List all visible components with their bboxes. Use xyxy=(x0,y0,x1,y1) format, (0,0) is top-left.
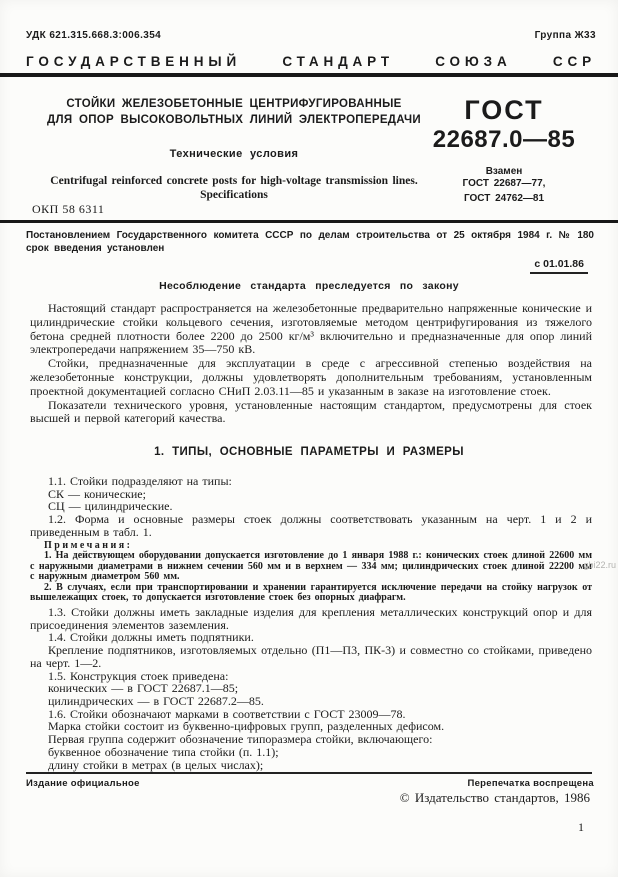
notes-block xyxy=(30,541,592,605)
clause-1-5-item-conical: конических — в ГОСТ 22687.1—85; xyxy=(48,681,239,696)
udk-code: УДК 621.315.668.3:006.354 xyxy=(26,30,162,41)
org-word-2: СТАНДАРТ xyxy=(282,54,394,69)
official-edition-label: Издание официальное xyxy=(26,778,140,789)
law-notice: Несоблюдение стандарта преследуется по закону xyxy=(159,280,459,292)
intro-paragraph-2: Стойки, предназначенные для эксплуатации в среде с агрессивной степенью воздействия на железобетонные конструкции, должны удовлетворять дополнительным требованиям, установленным проектной документацией согласно СНиП 2.03.11—85 и указанным в заказе на изготовление стоек. xyxy=(30,356,592,398)
reprint-notice-label: Перепечатка воспрещена xyxy=(467,778,594,789)
org-word-3: СОЮЗА xyxy=(435,54,512,69)
section-1-heading: 1. ТИПЫ, ОСНОВНЫЕ ПАРАМЕТРЫ И РАЗМЕРЫ xyxy=(154,446,464,458)
org-word-1: ГОСУДАРСТВЕННЫЙ xyxy=(26,54,242,69)
page-number: 1 xyxy=(578,820,584,834)
section-1-body xyxy=(30,475,592,771)
clause-1-5-item-cylindrical: цилиндрических — в ГОСТ 22687.2—85. xyxy=(48,694,264,708)
title-rule xyxy=(0,220,618,223)
group-code: Группа Ж33 xyxy=(534,30,596,41)
okp-code: ОКП 58 6311 xyxy=(32,202,105,216)
clause-1-2: 1.2. Форма и основные размеры стоек должны соответствовать указанным на черт. 1 и 2 и приведенным в табл. 1. xyxy=(30,512,592,539)
gost-label: ГОСТ xyxy=(464,95,544,125)
clause-1-4-continuation: Крепление подпятников, изготовляемых отдельно (П1—П3, ПК-3) и совместно со стойками, приведено на черт. 1—2. xyxy=(30,643,592,670)
clause-1-4: 1.4. Стойки должны иметь подпятники. xyxy=(48,630,254,645)
watermark-text: gbi22.ru xyxy=(583,560,616,570)
title-subtitle: Технические условия xyxy=(169,148,299,160)
clause-1-6-line-2: Марка стойки состоит из буквенно-цифровых групп, разделенных дефисом. xyxy=(48,719,445,734)
title-english-line-1: Centrifugal reinforced concrete posts for high-voltage transmission lines. xyxy=(50,175,418,187)
type-sc-line: СЦ — цилиндрические. xyxy=(48,499,173,514)
type-sk-line: СК — конические; xyxy=(48,486,146,501)
title-block xyxy=(38,96,430,202)
clause-1-5: 1.5. Конструкция стоек приведена: xyxy=(48,668,229,683)
clause-1-1: 1.1. Стойки подразделяют на типы: xyxy=(48,474,232,488)
title-line-1: СТОЙКИ ЖЕЛЕЗОБЕТОННЫЕ ЦЕНТРИФУГИРОВАННЫЕ xyxy=(66,98,402,110)
intro-paragraph-3: Показатели технического уровня, установленные настоящим стандартом, предусмотрены для стоек высшей и первой категорий качества. xyxy=(30,397,592,426)
clause-1-6-line-5: длину стойки в метрах (в целых числах); xyxy=(48,757,264,772)
gost-designation-block xyxy=(410,96,598,206)
clause-1-6-line-4: буквенное обозначение типа стойки (п. 1.1); xyxy=(48,744,279,759)
copyright-line: © Издательство стандартов, 1986 xyxy=(399,790,590,805)
clause-1-6: 1.6. Стойки обозначают марками в соответствии с ГОСТ 23009—78. xyxy=(48,706,406,721)
footer-rule xyxy=(26,772,592,774)
clause-1-6-line-3: Первая группа содержит обозначение типоразмера стойки, включающего: xyxy=(48,732,433,747)
org-word-4: ССР xyxy=(552,54,596,69)
replaces-standard-1: ГОСТ 22687—77, xyxy=(462,178,546,189)
clause-1-3: 1.3. Стойки должны иметь закладные изделия для крепления металлических конструкций опор и для присоединения элементов заземления. xyxy=(30,605,592,632)
gost-number: 22687.0—85 xyxy=(432,126,576,153)
title-english-line-2: Specifications xyxy=(200,189,268,201)
replaces-label: Взамен xyxy=(485,166,523,177)
intro-paragraph-1: Настоящий стандарт распространяется на железобетонные предварительно напряженные конические и цилиндрические стойки кольцевого сечения, изготовляемые методом центрифугирования из тяжелого бетона средней плотности более 2200 до 2500 кг/м³ включительно и предназначенные для опор линий электропередачи напряжением 35—750 кВ. xyxy=(30,301,592,357)
state-standard-heading xyxy=(26,54,596,69)
header-rule xyxy=(0,73,618,77)
effective-date: с 01.01.86 xyxy=(530,258,588,274)
replaces-standard-2: ГОСТ 24762—81 xyxy=(463,192,545,204)
title-line-2: ДЛЯ ОПОР ВЫСОКОВОЛЬТНЫХ ЛИНИЙ ЭЛЕКТРОПЕРЕДАЧИ xyxy=(47,114,421,126)
introduction xyxy=(30,302,592,426)
note-2: 2. В случаях, если при транспортировании и хранении гарантируется исключение передачи на стойку нагрузок от вышележащих стоек, то допускается изготовление стоек без опорных диафрагм. xyxy=(30,581,592,604)
decree-paragraph: Постановлением Государственного комитета СССР по делам строительства от 25 октября 1984 г. № 180 срок введения установлен xyxy=(26,230,594,254)
footer-row xyxy=(26,778,594,789)
notes-label: Примечания: xyxy=(44,539,133,551)
note-1: 1. На действующем оборудовании допускается изготовление до 1 января 1988 г.: конических стоек длиной 22600 мм с наружными диаметрами в нижнем сечении 560 мм и в верхнем — 334 мм; цилиндрических стоек длиной 22200 мм с наружным диаметром 560 мм. xyxy=(30,550,592,583)
document-meta-row xyxy=(26,30,596,41)
